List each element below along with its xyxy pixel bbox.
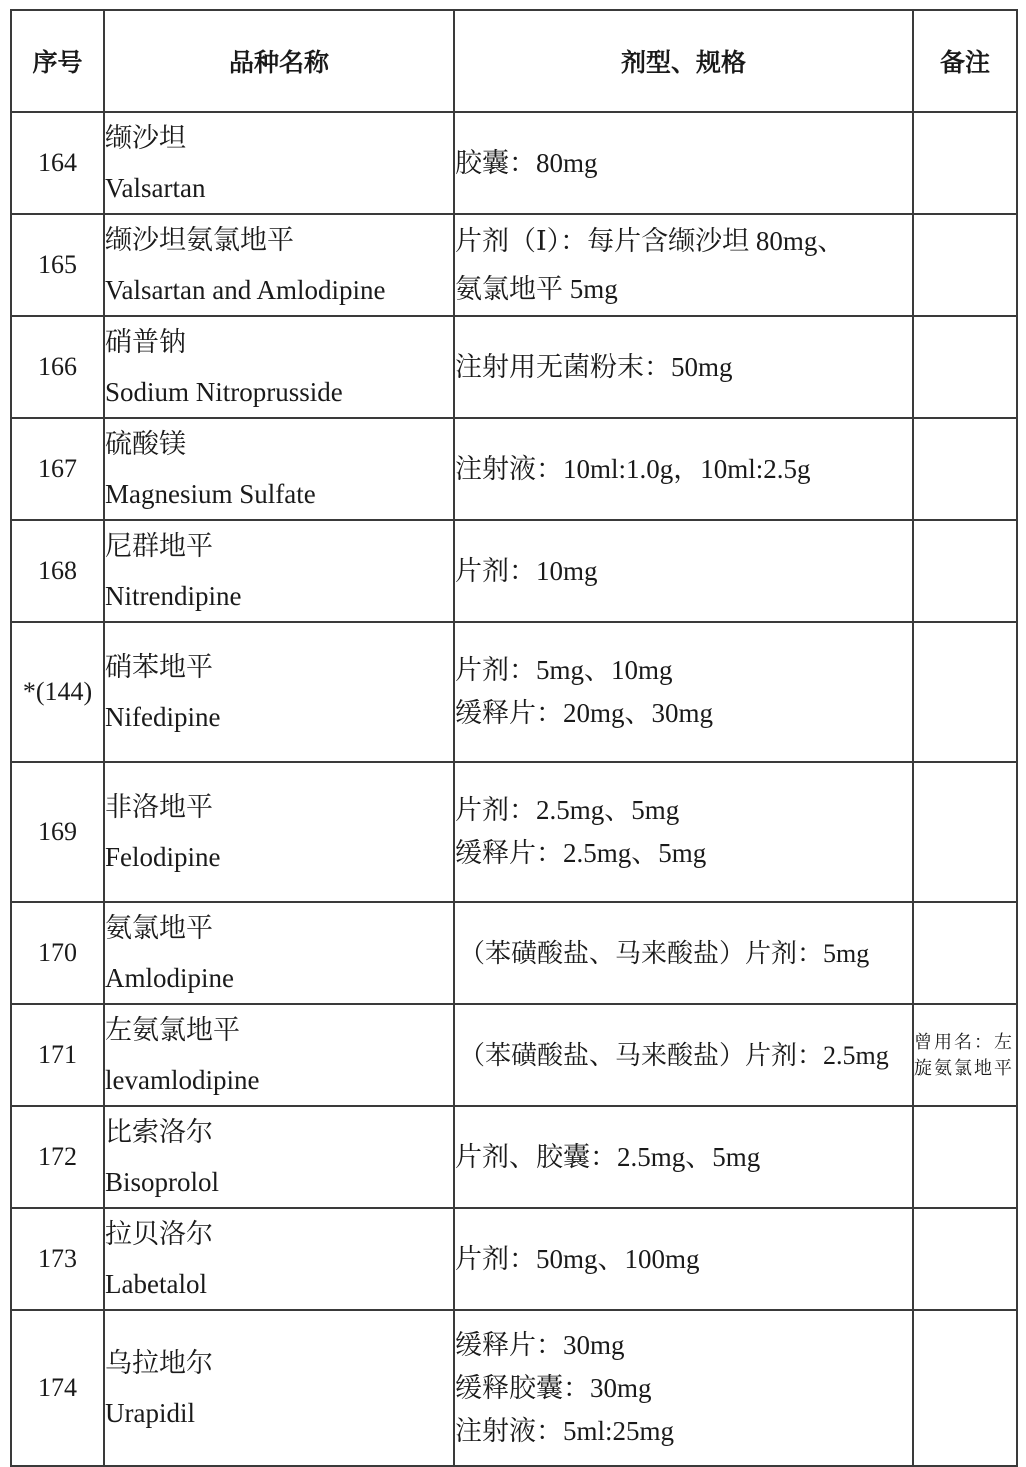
spec-line: （苯磺酸盐、马来酸盐）片剂：2.5mg [459,1040,889,1070]
drug-note [913,902,1017,1004]
drug-spec [454,214,913,316]
drug-spec [454,622,913,762]
spec-line: （苯磺酸盐、马来酸盐）片剂：5mg [459,938,870,968]
drug-name-cn: 硝普钠 [105,327,186,357]
row-no: 165 [11,214,104,316]
row-no: 174 [11,1310,104,1466]
drug-name [104,622,454,762]
header-no: 序号 [11,10,104,112]
row-no: 169 [11,762,104,902]
spec-line: 片剂（Ⅰ）：每片含缬沙坦 80mg、 [455,226,845,256]
drug-note [913,520,1017,622]
drug-name-cn: 乌拉地尔 [105,1348,213,1378]
drug-spec [454,902,913,1004]
drug-name-cn: 硝苯地平 [105,652,213,682]
drug-name-en: Nifedipine [105,702,221,732]
row-no: 164 [11,112,104,214]
table-row [11,902,1017,1004]
drug-spec [454,1106,913,1208]
spec-line: 注射液：10ml:1.0g，10ml:2.5g [455,453,811,484]
drug-name-cn: 左氨氯地平 [105,1015,240,1045]
table-row [11,1310,1017,1466]
spec-line: 缓释胶囊：30mg [455,1372,652,1403]
drug-spec [454,112,913,214]
spec-line: 胶囊：80mg [455,147,598,178]
drug-note [913,316,1017,418]
row-no: 170 [11,902,104,1004]
spec-line: 片剂：5mg、10mg [455,655,673,685]
drug-note [913,762,1017,902]
drug-name [104,418,454,520]
table-row [11,1106,1017,1208]
drug-name-cn: 硫酸镁 [105,429,186,459]
drug-name [104,762,454,902]
drug-name-en: Magnesium Sulfate [105,479,316,509]
row-no: 167 [11,418,104,520]
spec-line: 片剂：2.5mg、5mg [455,795,680,825]
drug-name [104,1106,454,1208]
drug-note [913,214,1017,316]
spec-line: 缓释片：30mg [455,1329,625,1360]
spec-line: 缓释片：2.5mg、5mg [455,838,707,868]
row-no: 173 [11,1208,104,1310]
table-row [11,214,1017,316]
header-row [11,10,1017,112]
drug-table [10,9,1018,1467]
drug-name-en: Labetalol [105,1269,207,1299]
spec-line: 注射液：5ml:25mg [455,1415,675,1446]
table-row [11,520,1017,622]
spec-line: 缓释片：20mg、30mg [455,698,714,728]
row-no: 168 [11,520,104,622]
spec-line: 片剂：10mg [455,555,598,586]
drug-note [913,1310,1017,1466]
drug-name-cn: 拉贝洛尔 [105,1219,213,1249]
drug-note: 曾用名：左旋氨氯地平 [913,1004,1017,1106]
drug-name-cn: 非洛地平 [105,792,213,822]
drug-name-en: levamlodipine [105,1065,260,1095]
table-row [11,418,1017,520]
drug-name-en: Bisoprolol [105,1167,220,1197]
table-row [11,762,1017,902]
drug-name [104,1310,454,1466]
drug-spec [454,520,913,622]
drug-spec [454,1004,913,1106]
drug-name-en: Nitrendipine [105,581,242,611]
drug-name-en: Felodipine [105,842,221,872]
drug-name [104,1208,454,1310]
drug-spec [454,418,913,520]
drug-name-en: Sodium Nitroprusside [105,377,343,407]
row-no: 172 [11,1106,104,1208]
drug-name-cn: 比索洛尔 [105,1117,213,1147]
drug-spec [454,1310,913,1466]
drug-name [104,902,454,1004]
drug-name [104,1004,454,1106]
table-row [11,1208,1017,1310]
drug-spec [454,762,913,902]
header-spec: 剂型、规格 [454,10,913,112]
drug-name [104,520,454,622]
drug-name-cn: 尼群地平 [105,531,213,561]
spec-line: 注射用无菌粉末：50mg [455,351,733,382]
table-row [11,1004,1017,1106]
drug-note [913,1106,1017,1208]
drug-name-en: Urapidil [105,1398,195,1428]
table-row [11,112,1017,214]
drug-name-en: Valsartan and Amlodipine [105,275,386,305]
spec-line: 氨氯地平 5mg [455,274,618,304]
drug-spec [454,1208,913,1310]
drug-note [913,1208,1017,1310]
spec-line: 片剂、胶囊：2.5mg、5mg [455,1141,761,1172]
header-note: 备注 [913,10,1017,112]
spec-line: 片剂：50mg、100mg [455,1243,700,1274]
table-row [11,316,1017,418]
drug-spec [454,316,913,418]
table-row [11,622,1017,762]
drug-name-cn: 缬沙坦 [105,123,186,153]
row-no: 166 [11,316,104,418]
drug-name-en: Valsartan [105,173,206,203]
drug-name-cn: 氨氯地平 [105,913,213,943]
row-no: 171 [11,1004,104,1106]
drug-name [104,316,454,418]
drug-name [104,112,454,214]
header-name: 品种名称 [104,10,454,112]
drug-note [913,112,1017,214]
drug-name [104,214,454,316]
drug-name-cn: 缬沙坦氨氯地平 [105,225,294,255]
drug-note [913,622,1017,762]
drug-name-en: Amlodipine [105,963,234,993]
row-no: *(144) [11,622,104,762]
drug-note [913,418,1017,520]
